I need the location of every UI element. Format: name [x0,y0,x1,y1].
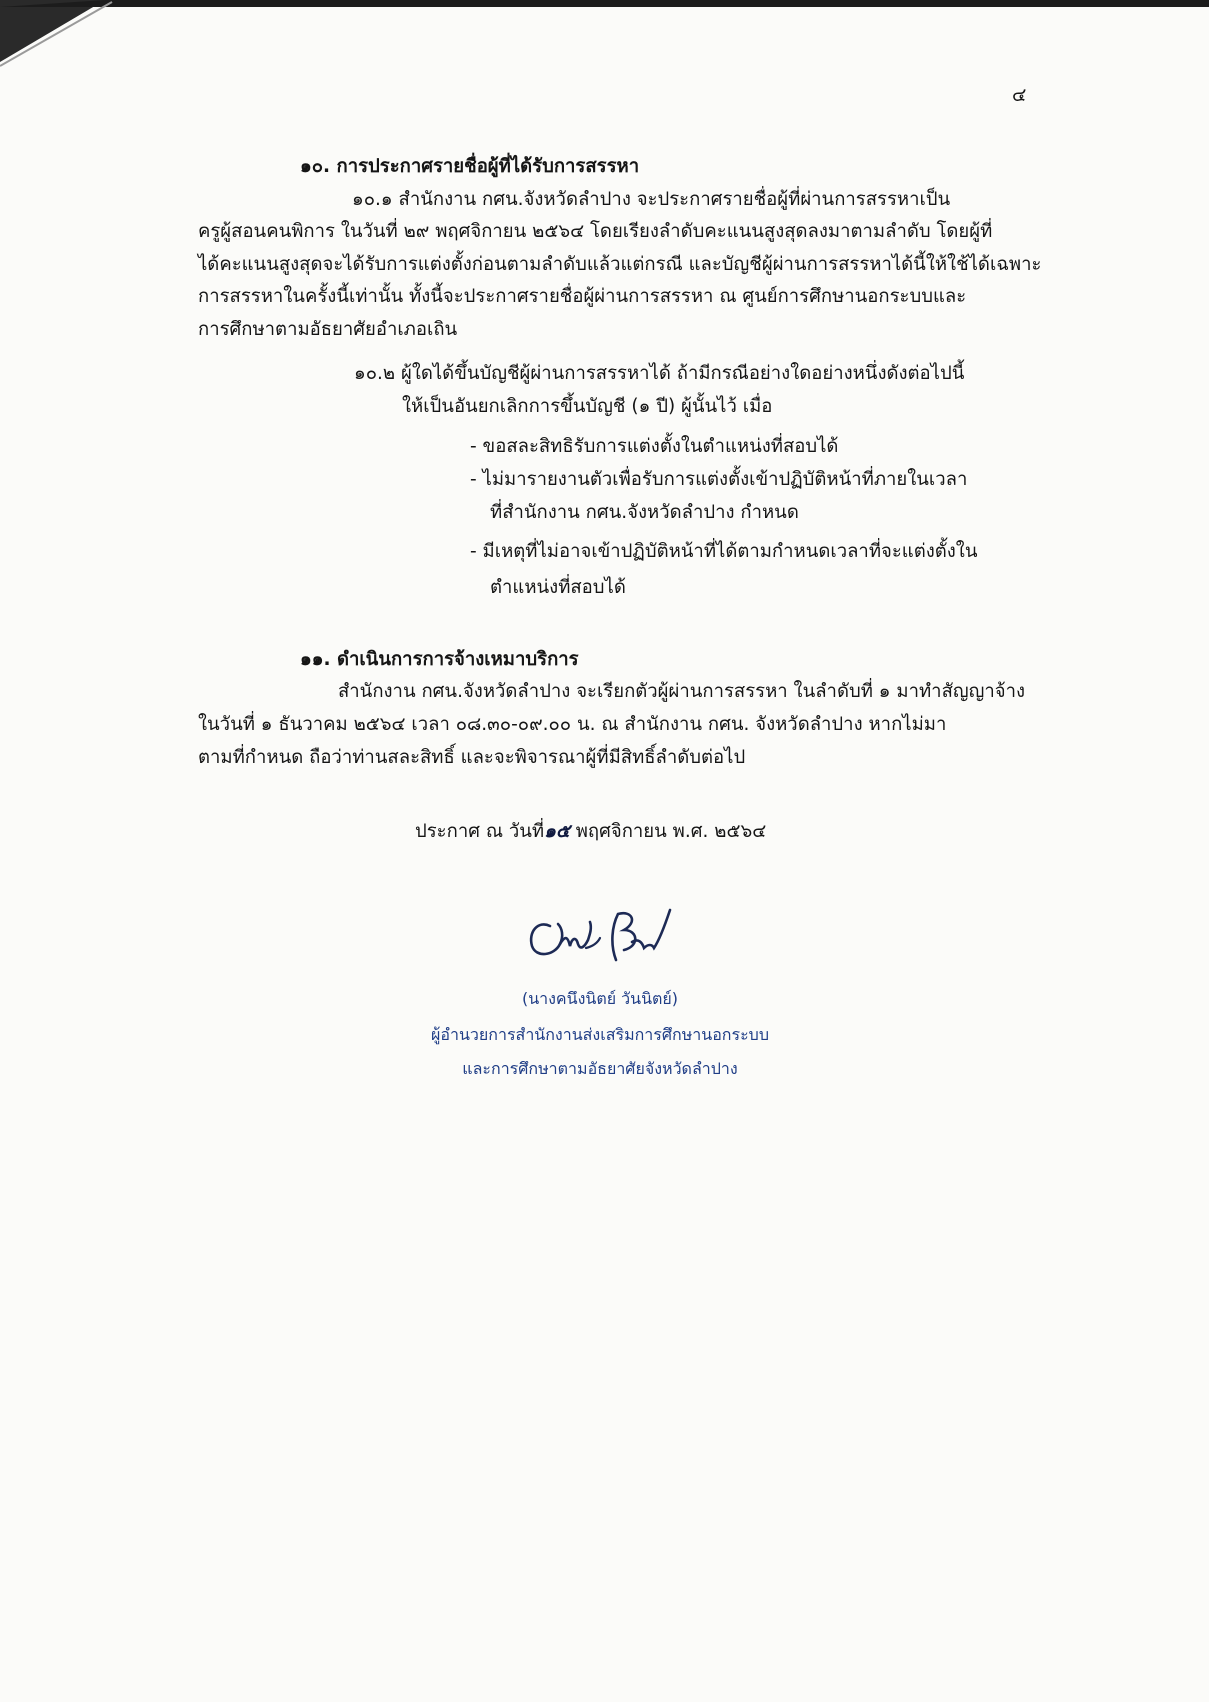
signer-title: ผู้อำนวยการสำนักงานส่งเสริมการศึกษานอกระบบ [431,1025,769,1044]
bullet-item-continuation: ตำแหน่งที่สอบได้ [490,577,626,598]
signer-title: และการศึกษาตามอัธยาศัยจังหวัดลำปาง [462,1059,738,1078]
bullet-item-continuation: ที่สำนักงาน กศน.จังหวัดลำปาง กำหนด [490,502,799,523]
bullet-item: - มีเหตุที่ไม่อาจเข้าปฏิบัติหน้าที่ได้ตามกำหนดเวลาที่จะแต่งตั้งใน [470,541,978,562]
paragraph-line: สำนักงาน กศน.จังหวัดลำปาง จะเรียกตัวผู้ผ่านการสรรหา ในลำดับที่ ๑ มาทำสัญญาจ้าง [338,681,1026,702]
announcement-date [415,819,766,845]
signer-name: (นางคนึงนิตย์ วันนิตย์) [521,989,679,1008]
paragraph-line: ได้คะแนนสูงสุดจะได้รับการแต่งตั้งก่อนตามลำดับแล้วแต่กรณี และบัญชีผู้ผ่านการสรรหาได้นี้ให้ใช้ได้เฉพาะ [198,254,1042,275]
announcement-suffix: พฤศจิกายน พ.ศ. ๒๕๖๔ [569,821,767,842]
section-11-heading: ๑๑. ดำเนินการการจ้างเหมาบริการ [300,649,579,670]
paragraph-line: ตามที่กำหนด ถือว่าท่านสละสิทธิ์ และจะพิจารณาผู้ที่มีสิทธิ์ลำดับต่อไป [198,747,746,768]
bullet-item: - ไม่มารายงานตัวเพื่อรับการแต่งตั้งเข้าปฏิบัติหน้าที่ภายในเวลา [470,469,968,490]
section-10-heading: ๑๐. การประกาศรายชื่อผู้ที่ได้รับการสรรหา [300,156,640,177]
paragraph-line: การสรรหาในครั้งนี้เท่านั้น ทั้งนี้จะประกาศรายชื่อผู้ผ่านการสรรหา ณ ศูนย์การศึกษานอกระบบและ [198,286,967,307]
scan-corner-shadow [0,0,1209,90]
paragraph-line: ในวันที่ ๑ ธันวาคม ๒๕๖๔ เวลา ๐๘.๓๐-๐๙.๐๐ น. ณ สำนักงาน กศน. จังหวัดลำปาง หากไม่มา [198,714,947,735]
page-number: ๔ [1012,84,1027,106]
paragraph-line: ให้เป็นอันยกเลิกการขึ้นบัญชี (๑ ปี) ผู้นั้นไว้ เมื่อ [402,396,773,417]
handwritten-signature [520,898,690,972]
paragraph-line: ครูผู้สอนคนพิการ ในวันที่ ๒๙ พฤศจิกายน ๒๕๖๔ โดยเรียงลำดับคะแนนสูงสุดลงมาตามลำดับ โดยผู้ที่ [198,221,993,242]
announcement-prefix: ประกาศ ณ วันที่ [415,821,545,842]
bullet-item: - ขอสละสิทธิรับการแต่งตั้งในตำแหน่งที่สอบได้ [470,436,839,457]
paragraph-line: การศึกษาตามอัธยาศัยอำเภอเถิน [198,319,458,340]
paragraph-line: ๑๐.๒ ผู้ใดได้ขึ้นบัญชีผู้ผ่านการสรรหาได้ ถ้ามีกรณีอย่างใดอย่างหนึ่งดังต่อไปนี้ [354,363,965,384]
announcement-day: ๑๕ [544,821,570,842]
paragraph-line: ๑๐.๑ สำนักงาน กศน.จังหวัดลำปาง จะประกาศรายชื่อผู้ที่ผ่านการสรรหาเป็น [352,189,951,210]
